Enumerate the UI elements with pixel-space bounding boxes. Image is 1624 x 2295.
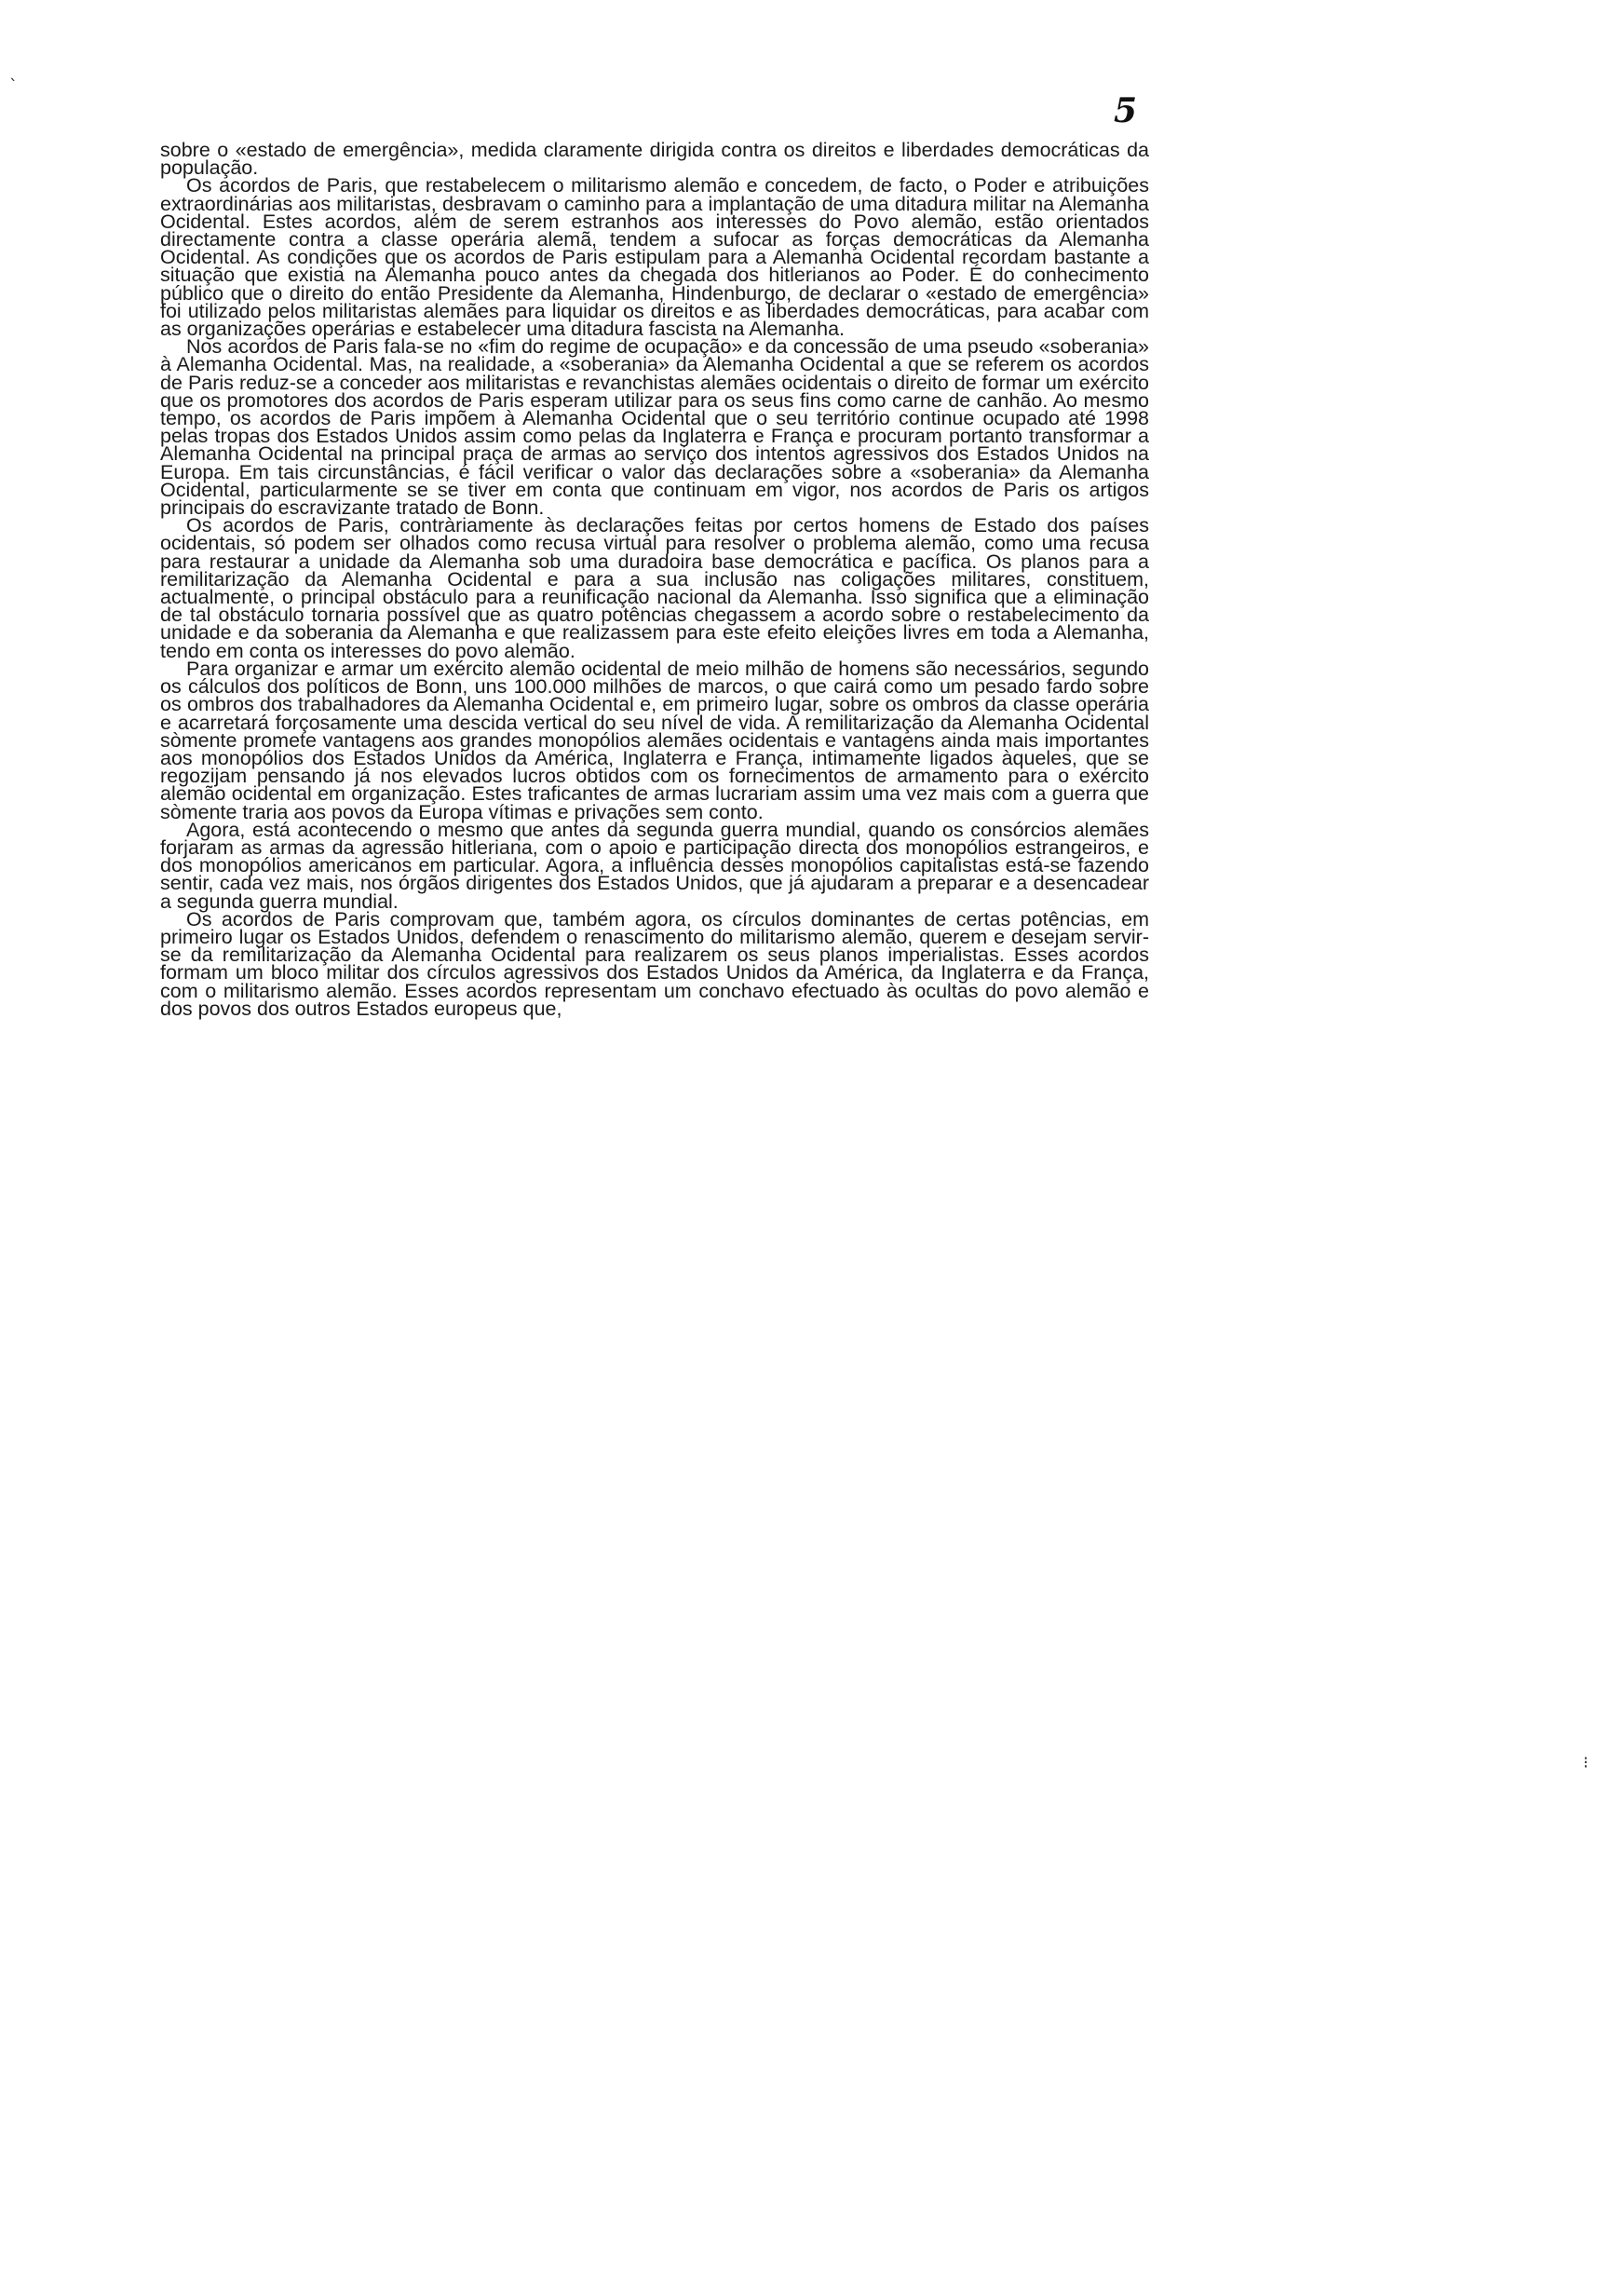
page-number: 5 bbox=[1114, 91, 1138, 130]
paragraph: Os acordos de Paris comprovam que, também agora, os círculos dominantes de certas potências, em primeiro lugar os Estados Unidos, defendem o renascimento do militarismo alemão, querem e desejam servir-se da remilitarização da Alemanha Ocidental para realizarem os seus planos imperialistas. Esses acordos formam um bloco militar dos círculos agressivos dos Estados Unidos da América, da Inglaterra e da França, com o militarismo alemão. Esses acordos representam um conchavo efectuado às ocultas do povo alemão e dos povos dos outros Estados europeus que, bbox=[160, 907, 1149, 1020]
scan-speck: ˋ bbox=[9, 76, 18, 96]
scan-speck: ⁝ bbox=[1583, 1753, 1589, 1772]
paragraph: Para organizar e armar um exército alemão ocidental de meio milhão de homens são necessários, segundo os cálculos dos políticos de Bonn, uns 100.000 milhões de marcos, o que cairá como um pesado fardo sobre os ombros dos trabalhadores da Alemanha Ocidental e, em primeiro lugar, sobre os ombros da classe operária e acarretará forçosamente uma descida vertical do seu nível de vida. A remilitarização da Alemanha Ocidental sòmente promete vantagens aos grandes monopólios alemães ocidentais e vantagens ainda mais importantes aos monopólios dos Estados Unidos da América, Inglaterra e França, intimamente ligados àqueles, que se regozijam pensando já nos elevados lucros obtidos com os fornecimentos de armamento para o exército alemão ocidental em organização. Estes traficantes de armas lucrariam assim uma vez mais com a guerra que sòmente traria aos povos da Europa vítimas e privações sem conto. bbox=[160, 657, 1149, 823]
paragraph: Nos acordos de Paris fala-se no «fim do regime de ocupação» e da concessão de uma pseudo «soberania» à Alemanha Ocidental. Mas, na realidade, a «soberania» da Alemanha Ocidental a que se referem os acordos de Paris reduz-se a conceder aos militaristas e revanchistas alemães ocidentais o direito de formar um exército que os promotores dos acordos de Paris esperam utilizar para os seus fins como carne de canhão. Ao mesmo tempo, os acordos de Paris impõem à Alemanha Ocidental que o seu território continue ocupado até 1998 pelas tropas dos Estados Unidos assim como pelas da Inglaterra e França e procuram portanto transformar a Alemanha Ocidental na principal praça de armas ao serviço dos intentos agressivos dos Estados Unidos na Europa. Em tais circunstâncias, é fácil verificar o valor das declarações sobre a «soberania» da Alemanha Ocidental, particularmente se se tiver em conta que continuam em vigor, nos acordos de Paris os artigos principais do escravizante tratado de Bonn. bbox=[160, 335, 1149, 520]
paragraph: Agora, está acontecendo o mesmo que antes da segunda guerra mundial, quando os consórcios alemães forjaram as armas da agressão hitleriana, com o apoio e participação directa dos monopólios estrangeiros, e dos monopólios americanos em particular. Agora, a influência desses monopólios capitalistas está-se fazendo sentir, cada vez mais, nos órgãos dirigentes dos Estados Unidos, que já ajudaram a preparar e a desencadear a segunda guerra mundial. bbox=[160, 818, 1149, 913]
paragraph: sobre o «estado de emergência», medida claramente dirigida contra os direitos e liberdades democráticas da população. bbox=[160, 139, 1149, 180]
paragraph: Os acordos de Paris, contràriamente às declarações feitas por certos homens de Estado dos países ocidentais, só podem ser olhados como recusa virtual para resolver o problema alemão, como uma recusa para restaurar a unidade da Alemanha sob uma duradoira base democrática e pacífica. Os planos para a remilitarização da Alemanha Ocidental e para a sua inclusão nas coligações militares, constituem, actualmente, o principal obstáculo para a reunificação nacional da Alemanha. Isso significa que a eliminação de tal obstáculo tornaria possível que as quatro potências chegassem a acordo sobre o restabelecimento da unidade e da soberania da Alemanha e que realizassem para este efeito eleições livres em toda a Alemanha, tendo em conta os interesses do povo alemão. bbox=[160, 514, 1149, 662]
paragraph: Os acordos de Paris, que restabelecem o militarismo alemão e concedem, de facto, o Poder e atribuições extraordinárias aos militaristas, desbravam o caminho para a implantação de uma ditadura militar na Alemanha Ocidental. Estes acordos, além de serem estranhos aos interesses do Povo alemão, estão orientados directamente contra a classe operária alemã, tendem a sufocar as forças democráticas da Alemanha Ocidental. As condições que os acordos de Paris estipulam para a Alemanha Ocidental recordam bastante a situação que existia na Alemanha pouco antes da chegada dos hitlerianos ao Poder. É do conhecimento público que o direito do então Presidente da Alemanha, Hindenburgo, de declarar o «estado de emergência» foi utilizado pelos militaristas alemães para liquidar os direitos e as liberdades democráticas, para acabar com as organizações operárias e estabelecer uma ditadura fascista na Alemanha. bbox=[160, 174, 1149, 341]
document-body bbox=[160, 139, 1149, 1020]
